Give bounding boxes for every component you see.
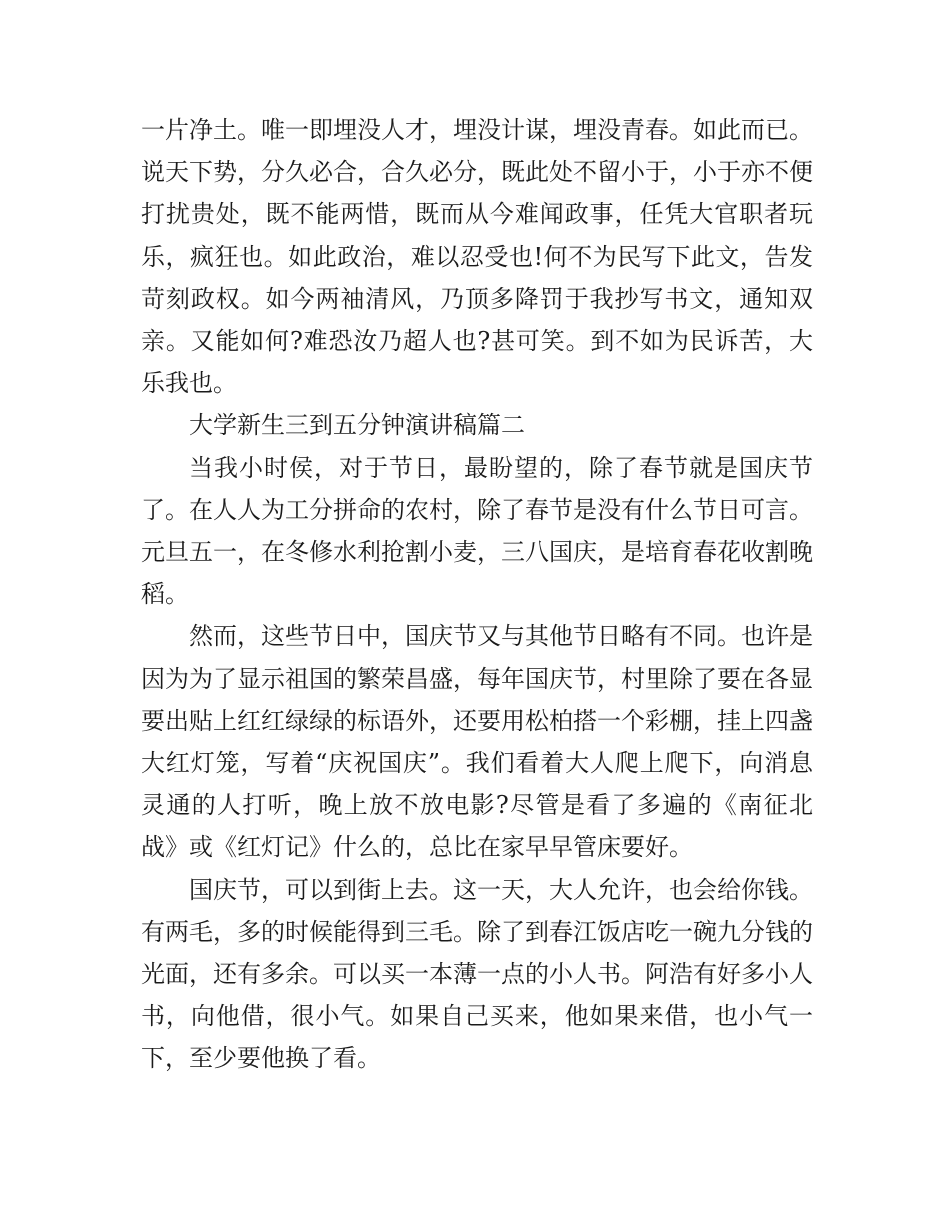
paragraph-3: 然而，这些节日中，国庆节又与其他节日略有不同。也许是因为为了显示祖国的繁荣昌盛，每年国庆节，村里除了要在各显要出贴上红红绿绿的标语外，还要用松柏搭一个彩棚，挂上四盏大红灯笼，写着“庆祝国庆”。我们看着大人爬上爬下，向消息灵通的人打听，晚上放不放电影?尽管是看了多遍的《南征北战》或《红灯记》什么的，总比在家早早管床要好。	[141, 622, 813, 862]
paragraph-2: 当我小时侯，对于节日，最盼望的，除了春节就是国庆节了。在人人为工分拼命的农村，除了春节是没有什么节日可言。元旦五一，在冬修水利抢割小麦，三八国庆，是培育春花收割晚稻。	[141, 453, 813, 609]
section-heading: 大学新生三到五分钟演讲稿篇二	[189, 411, 525, 440]
paragraph-4: 国庆节，可以到街上去。这一天，大人允许，也会给你钱。有两毛，多的时候能得到三毛。除了到春江饭店吃一碗九分钱的光面，还有多余。可以买一本薄一点的小人书。阿浩有好多小人书，向他借，很小气。如果自己买来，他如果来借，也小气一下，至少要他换了看。	[141, 875, 813, 1073]
document-body	[141, 109, 813, 1080]
paragraph-1: 一片净土。唯一即埋没人才，埋没计谋，埋没青春。如此而已。说天下势，分久必合，合久必分，既此处不留小于，小于亦不便打扰贵处，既不能两惜，既而从今难闻政事，任凭大官职者玩乐，疯狂也。如此政治，难以忍受也!何不为民写下此文，告发苛刻政权。如今两袖清风，乃顶多降罚于我抄写书文，通知双亲。又能如何?难恐汝乃超人也?甚可笑。到不如为民诉苦，大乐我也。	[141, 116, 813, 398]
